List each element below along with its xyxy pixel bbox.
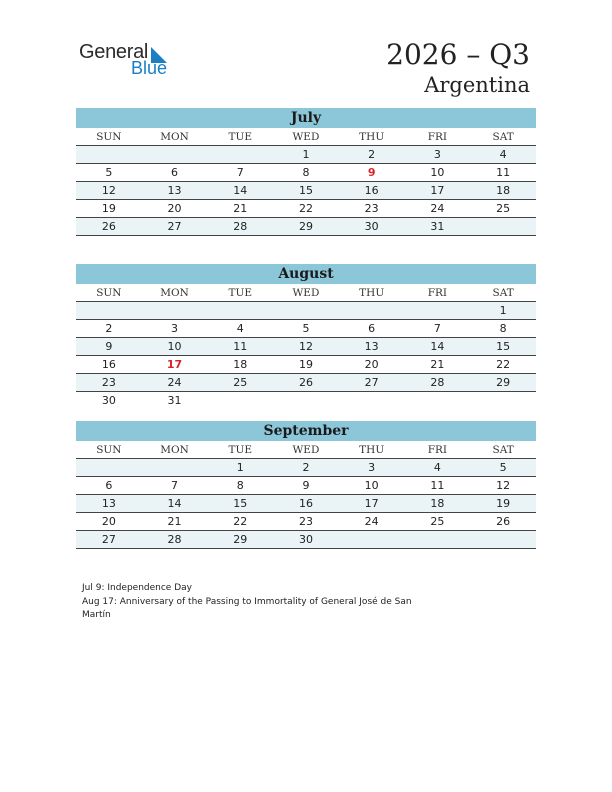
day-cell: 2 [76, 320, 142, 338]
day-cell: 6 [76, 477, 142, 495]
day-cell: 5 [273, 320, 339, 338]
day-cell: 17 [405, 182, 471, 200]
day-cell: 19 [273, 356, 339, 374]
logo-word-blue: Blue [131, 58, 168, 78]
day-cell: 27 [339, 374, 405, 392]
weekday-label: WED [273, 441, 339, 459]
day-cell: 25 [405, 513, 471, 531]
weekday-header-row [76, 284, 536, 302]
month-august [76, 264, 536, 409]
day-cell: 6 [339, 320, 405, 338]
day-cell: 7 [405, 320, 471, 338]
week-row [76, 182, 536, 200]
day-cell: 15 [207, 495, 273, 513]
day-cell [207, 146, 273, 164]
day-cell: 3 [405, 146, 471, 164]
day-cell: 10 [339, 477, 405, 495]
day-cell: 18 [207, 356, 273, 374]
day-cell: 28 [207, 218, 273, 236]
weekday-header-row [76, 128, 536, 146]
day-cell: 11 [470, 164, 536, 182]
day-cell [142, 146, 208, 164]
day-cell [207, 392, 273, 410]
day-cell [339, 392, 405, 410]
day-cell: 5 [470, 459, 536, 477]
weekday-header-row [76, 441, 536, 459]
day-cell [273, 302, 339, 320]
day-cell: 1 [273, 146, 339, 164]
day-cell [76, 302, 142, 320]
day-cell: 23 [76, 374, 142, 392]
day-cell: 19 [470, 495, 536, 513]
day-cell: 16 [339, 182, 405, 200]
day-cell: 15 [273, 182, 339, 200]
day-cell: 4 [470, 146, 536, 164]
week-row [76, 513, 536, 531]
day-cell: 9 [339, 164, 405, 182]
day-cell: 4 [207, 320, 273, 338]
day-cell [405, 302, 471, 320]
day-cell: 12 [76, 182, 142, 200]
day-cell: 29 [207, 531, 273, 549]
week-row [76, 356, 536, 374]
day-cell: 28 [405, 374, 471, 392]
day-cell: 7 [142, 477, 208, 495]
day-cell: 3 [142, 320, 208, 338]
weekday-label: SAT [470, 128, 536, 146]
day-cell: 30 [273, 531, 339, 549]
day-cell: 12 [470, 477, 536, 495]
week-row [76, 459, 536, 477]
weekday-label: SUN [76, 284, 142, 302]
day-cell: 31 [167, 394, 182, 407]
month-grid [76, 441, 536, 549]
week-row [76, 374, 536, 392]
day-cell: 6 [142, 164, 208, 182]
day-cell: 18 [405, 495, 471, 513]
day-cell: 16 [273, 495, 339, 513]
weekday-label: TUE [207, 128, 273, 146]
day-cell: 8 [207, 477, 273, 495]
weekday-label: SAT [470, 284, 536, 302]
week-row [76, 302, 536, 320]
day-cell: 22 [207, 513, 273, 531]
weekday-label: SAT [470, 441, 536, 459]
day-cell [273, 392, 339, 410]
weekday-label: MON [142, 284, 208, 302]
day-cell [76, 146, 142, 164]
day-cell: 22 [470, 356, 536, 374]
day-cell: 12 [273, 338, 339, 356]
day-cell: 5 [76, 164, 142, 182]
day-cell: 30 [101, 394, 116, 407]
day-cell: 26 [470, 513, 536, 531]
weekday-label: SUN [76, 441, 142, 459]
day-cell: 8 [273, 164, 339, 182]
day-cell: 24 [339, 513, 405, 531]
generalblue-logo [79, 41, 179, 81]
day-cell: 1 [470, 302, 536, 320]
day-cell: 14 [142, 495, 208, 513]
day-cell: 15 [470, 338, 536, 356]
day-cell: 29 [273, 218, 339, 236]
weekday-label: THU [339, 441, 405, 459]
day-cell: 4 [405, 459, 471, 477]
month-title: August [76, 264, 536, 284]
day-cell: 23 [339, 200, 405, 218]
day-cell: 29 [470, 374, 536, 392]
weekday-label: WED [273, 284, 339, 302]
month-grid [76, 284, 536, 409]
day-cell: 14 [207, 182, 273, 200]
day-cell: 19 [76, 200, 142, 218]
day-cell [76, 459, 142, 477]
day-cell [470, 531, 536, 549]
day-cell: 20 [339, 356, 405, 374]
week-row [76, 477, 536, 495]
weekday-label: FRI [405, 441, 471, 459]
holiday-note: Jul 9: Independence Day [82, 583, 192, 593]
weekday-label: THU [339, 284, 405, 302]
day-cell: 28 [142, 531, 208, 549]
weekday-label: THU [339, 128, 405, 146]
day-cell: 26 [273, 374, 339, 392]
day-cell: 2 [339, 146, 405, 164]
week-row [76, 531, 536, 549]
day-cell: 20 [76, 513, 142, 531]
day-cell: 27 [142, 218, 208, 236]
day-cell: 16 [76, 356, 142, 374]
month-grid [76, 128, 536, 236]
month-title: July [76, 108, 536, 128]
day-cell: 8 [470, 320, 536, 338]
week-row [76, 200, 536, 218]
day-cell: 24 [142, 374, 208, 392]
day-cell: 9 [76, 338, 142, 356]
page-title: 2026 – Q3 [386, 38, 530, 71]
day-cell: 11 [405, 477, 471, 495]
day-cell [405, 531, 471, 549]
holiday-notes [82, 582, 422, 623]
day-cell: 7 [207, 164, 273, 182]
week-row [76, 320, 536, 338]
day-cell [142, 459, 208, 477]
day-cell: 21 [405, 356, 471, 374]
weekday-label: WED [273, 128, 339, 146]
day-cell: 23 [273, 513, 339, 531]
day-cell: 13 [142, 182, 208, 200]
day-cell: 18 [470, 182, 536, 200]
day-cell: 17 [142, 356, 208, 374]
holiday-note: Aug 17: Anniversary of the Passing to Immortality of General José de San Martín [82, 596, 412, 620]
month-september [76, 421, 536, 549]
weekday-label: MON [142, 441, 208, 459]
week-row [76, 164, 536, 182]
day-cell [142, 302, 208, 320]
weekday-label: SUN [76, 128, 142, 146]
day-cell: 26 [76, 218, 142, 236]
logo-word-general: General [79, 41, 149, 63]
month-july [76, 108, 536, 236]
week-row [76, 392, 536, 410]
weekday-label: FRI [405, 284, 471, 302]
day-cell: 24 [405, 200, 471, 218]
weekday-label: TUE [207, 441, 273, 459]
day-cell: 11 [207, 338, 273, 356]
day-cell: 1 [207, 459, 273, 477]
weekday-label: FRI [405, 128, 471, 146]
month-title: September [76, 421, 536, 441]
day-cell: 22 [273, 200, 339, 218]
week-row [76, 146, 536, 164]
day-cell: 14 [405, 338, 471, 356]
week-row [76, 338, 536, 356]
day-cell: 10 [405, 164, 471, 182]
day-cell: 10 [142, 338, 208, 356]
day-cell: 17 [339, 495, 405, 513]
weekday-label: TUE [207, 284, 273, 302]
day-cell: 2 [273, 459, 339, 477]
day-cell: 13 [339, 338, 405, 356]
day-cell: 13 [76, 495, 142, 513]
day-cell: 20 [142, 200, 208, 218]
day-cell [470, 392, 536, 410]
week-row [76, 218, 536, 236]
day-cell: 31 [405, 218, 471, 236]
weekday-label: MON [142, 128, 208, 146]
day-cell: 3 [339, 459, 405, 477]
day-cell [405, 392, 471, 410]
day-cell: 25 [470, 200, 536, 218]
country-name: Argentina [424, 73, 530, 97]
day-cell: 21 [207, 200, 273, 218]
day-cell: 9 [273, 477, 339, 495]
day-cell: 27 [76, 531, 142, 549]
day-cell: 25 [207, 374, 273, 392]
day-cell [207, 302, 273, 320]
day-cell [339, 531, 405, 549]
week-row [76, 495, 536, 513]
day-cell [470, 218, 536, 236]
day-cell: 30 [339, 218, 405, 236]
day-cell [339, 302, 405, 320]
day-cell: 21 [142, 513, 208, 531]
